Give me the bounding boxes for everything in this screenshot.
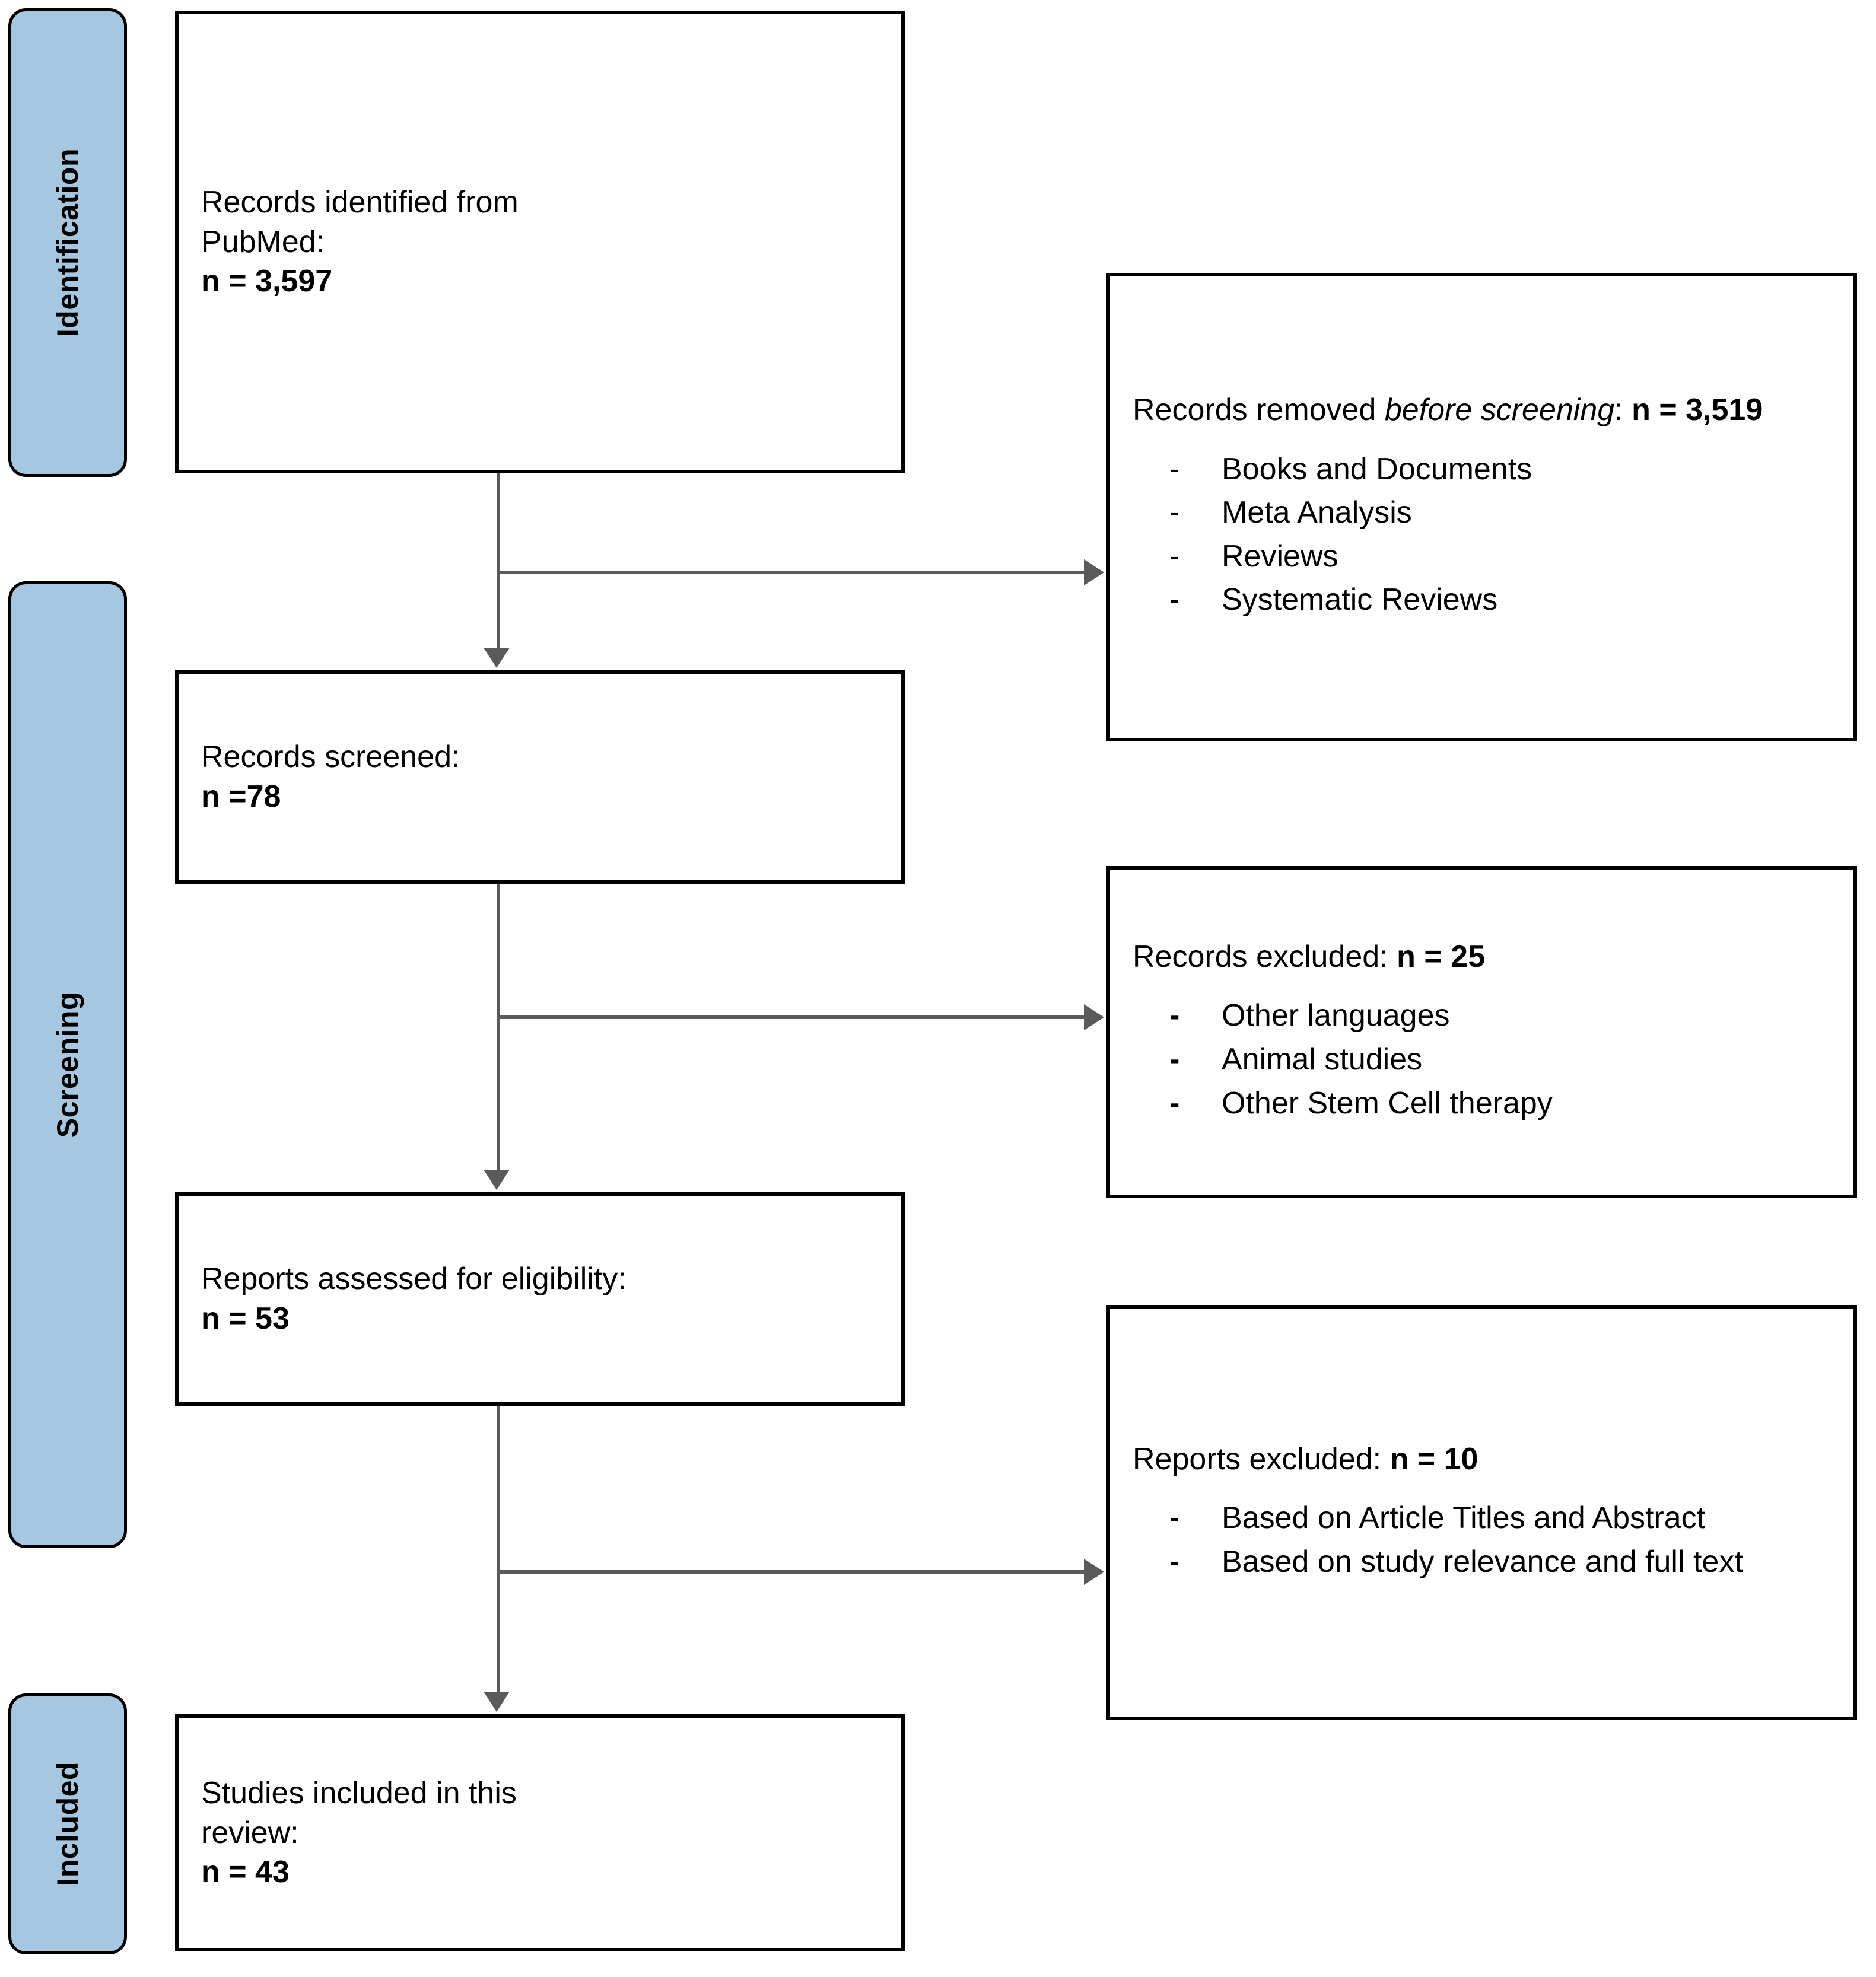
studies-included-line1: Studies included in this [201, 1776, 517, 1811]
studies-included-line2: review: [201, 1815, 299, 1850]
phase-label-identification-text: Identification [51, 148, 84, 338]
records-removed-heading-colon: : [1614, 393, 1623, 428]
records-excluded-count: n = 25 [1397, 939, 1486, 974]
bullet-dash-icon: - [1169, 539, 1180, 574]
list-item-label: Other languages [1222, 998, 1450, 1033]
reports-excluded-count: n = 10 [1389, 1441, 1478, 1476]
records-removed-heading-italic: before screening [1384, 393, 1615, 428]
list-item [1169, 1084, 1831, 1124]
list-item [1169, 1040, 1831, 1080]
list-item-label: Based on Article Titles and Abstract [1222, 1501, 1706, 1536]
records-identified-count: n = 3,597 [201, 264, 333, 299]
records-excluded-heading [1133, 937, 1831, 978]
list-item [1169, 996, 1831, 1036]
connector-assessed-to-included [497, 1406, 500, 1692]
connector-screened-to-assessed [497, 884, 500, 1170]
studies-included-count: n = 43 [201, 1855, 290, 1890]
reports-assessed-count: n = 53 [201, 1301, 290, 1336]
bullet-dash-icon: - [1169, 998, 1180, 1033]
arrow-head-down-assessed-to-included [484, 1692, 510, 1712]
phase-label-included-text: Included [51, 1762, 84, 1886]
box-records-screened [175, 670, 905, 884]
list-item [1169, 450, 1831, 490]
records-excluded-heading-text: Records excluded: [1133, 939, 1388, 974]
list-item-label: Reviews [1222, 539, 1338, 574]
list-item [1169, 493, 1831, 533]
list-item-label: Books and Documents [1222, 451, 1532, 486]
box-records-removed-before-screening [1106, 273, 1857, 741]
bullet-dash-icon: - [1169, 582, 1180, 617]
list-item-label: Based on study relevance and full text [1222, 1544, 1743, 1579]
phase-label-screening [8, 581, 127, 1548]
box-records-excluded [1106, 866, 1857, 1198]
records-removed-count: n = 3,519 [1632, 393, 1763, 428]
box-reports-excluded [1106, 1305, 1857, 1720]
reports-excluded-list [1133, 1498, 1831, 1586]
list-item-label: Systematic Reviews [1222, 582, 1498, 617]
bullet-dash-icon: - [1169, 451, 1180, 486]
box-reports-assessed [175, 1192, 905, 1406]
list-item [1169, 1542, 1831, 1583]
list-item-label: Other Stem Cell therapy [1222, 1085, 1553, 1120]
records-screened-count: n =78 [201, 779, 281, 814]
list-item [1169, 1498, 1831, 1539]
list-item-label: Animal studies [1222, 1042, 1423, 1077]
connector-assessed-to-reports-excluded [497, 1570, 1084, 1574]
arrow-head-down-identified-to-screened [484, 648, 510, 668]
reports-excluded-heading [1133, 1440, 1831, 1480]
arrow-head-right-screened-to-excluded [1084, 1004, 1104, 1030]
reports-assessed-line1: Reports assessed for eligibility: [201, 1262, 627, 1297]
records-identified-line2: PubMed: [201, 224, 325, 259]
phase-label-screening-text: Screening [51, 991, 84, 1138]
phase-label-identification [8, 8, 127, 477]
list-item [1169, 537, 1831, 577]
records-screened-line1: Records screened: [201, 740, 460, 775]
phase-label-included [8, 1693, 127, 1954]
connector-identified-to-removed [497, 571, 1084, 574]
list-item [1169, 580, 1831, 620]
connector-screened-to-excluded [497, 1015, 1084, 1019]
records-excluded-list [1133, 996, 1831, 1127]
bullet-dash-icon: - [1169, 495, 1180, 530]
records-removed-heading-plain: Records removed [1133, 393, 1385, 428]
bullet-dash-icon: - [1169, 1501, 1180, 1536]
records-identified-line1: Records identified from [201, 185, 519, 220]
bullet-dash-icon: - [1169, 1085, 1180, 1120]
box-records-identified [175, 11, 905, 473]
list-item-label: Meta Analysis [1222, 495, 1412, 530]
bullet-dash-icon: - [1169, 1042, 1180, 1077]
records-removed-heading [1133, 390, 1831, 431]
arrow-head-right-identified-to-removed [1084, 559, 1104, 585]
arrow-head-down-screened-to-assessed [484, 1170, 510, 1190]
box-studies-included [175, 1714, 905, 1951]
arrow-head-right-assessed-to-reports-excluded [1084, 1559, 1104, 1585]
bullet-dash-icon: - [1169, 1544, 1180, 1579]
reports-excluded-heading-text: Reports excluded: [1133, 1441, 1382, 1476]
records-removed-list [1133, 450, 1831, 624]
connector-identified-to-screened [497, 473, 500, 649]
